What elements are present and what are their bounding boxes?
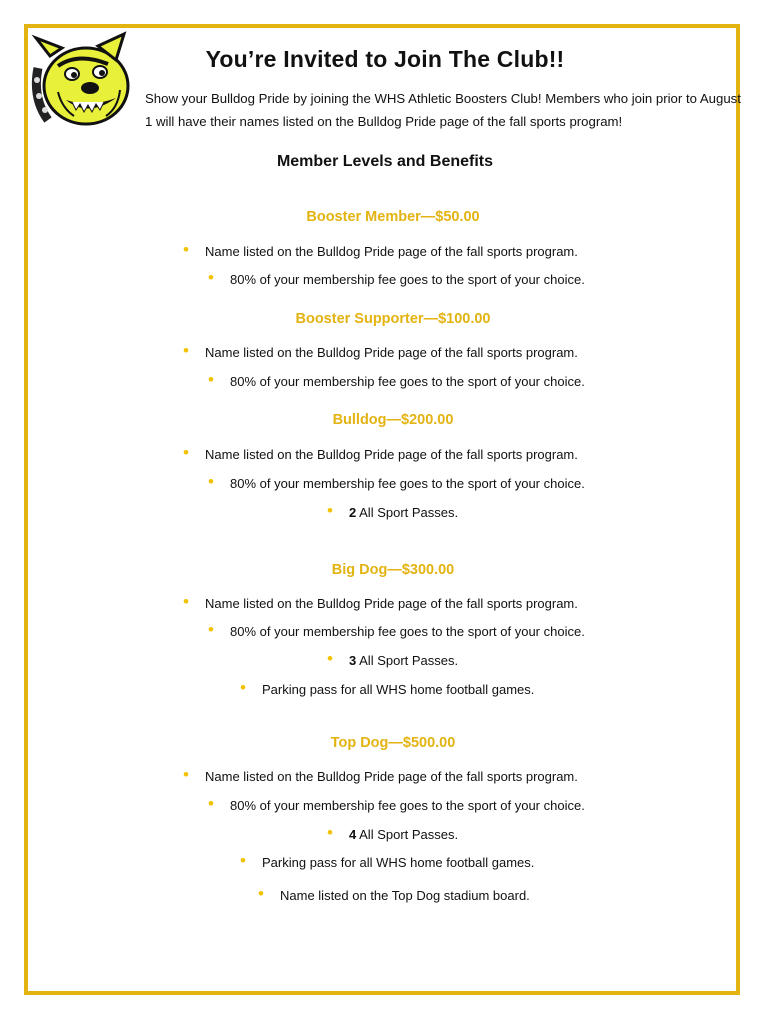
level-title-booster-supporter: Booster Supporter—$100.00 xyxy=(295,311,491,327)
benefit-item: • 80% of your membership fee goes to the sport of your choice. xyxy=(230,374,585,389)
benefit-item-stadium-board: • Name listed on the Top Dog stadium board. xyxy=(280,888,530,903)
benefit-item: • 80% of your membership fee goes to the sport of your choice. xyxy=(230,272,585,287)
level-title-bulldog: Bulldog—$200.00 xyxy=(332,412,454,428)
page-title: You’re Invited to Join The Club!! xyxy=(205,46,565,72)
passes-text: All Sport Passes. xyxy=(356,827,459,842)
benefit-item: • Name listed on the Bulldog Pride page of the fall sports program. xyxy=(205,447,578,462)
benefit-item: • Name listed on the Bulldog Pride page of the fall sports program. xyxy=(205,769,578,784)
benefit-item: • 80% of your membership fee goes to the sport of your choice. xyxy=(230,476,585,491)
benefit-item: • 80% of your membership fee goes to the sport of your choice. xyxy=(230,798,585,813)
benefit-item: • Name listed on the Bulldog Pride page of the fall sports program. xyxy=(205,345,578,360)
benefit-item-parking: • Parking pass for all WHS home football games. xyxy=(262,682,534,697)
passes-text: All Sport Passes. xyxy=(356,653,459,668)
benefit-item: • 80% of your membership fee goes to the sport of your choice. xyxy=(230,624,585,639)
level-title-booster-member: Booster Member—$50.00 xyxy=(306,209,480,225)
benefit-item-parking: • Parking pass for all WHS home football games. xyxy=(262,855,534,870)
passes-count: 3 xyxy=(349,653,357,668)
intro-paragraph: Show your Bulldog Pride by joining the WHS Athletic Boosters Club! Members who join prior to August 1 will have their names listed on the Bulldog Pride page of the fall sports program! xyxy=(145,91,741,129)
level-title-top-dog: Top Dog—$500.00 xyxy=(330,735,456,751)
benefit-item: • Name listed on the Bulldog Pride page of the fall sports program. xyxy=(205,244,578,259)
passes-text: All Sport Passes. xyxy=(356,505,459,520)
benefit-item-passes xyxy=(349,827,458,842)
bulldog-mascot-icon xyxy=(28,28,132,132)
benefit-item-passes xyxy=(349,505,458,520)
passes-count: 2 xyxy=(349,505,357,520)
passes-count: 4 xyxy=(349,827,357,842)
benefit-item-passes xyxy=(349,653,458,668)
level-title-big-dog: Big Dog—$300.00 xyxy=(331,562,455,578)
section-heading: Member Levels and Benefits xyxy=(276,153,494,170)
benefit-item: • Name listed on the Bulldog Pride page of the fall sports program. xyxy=(205,596,578,611)
